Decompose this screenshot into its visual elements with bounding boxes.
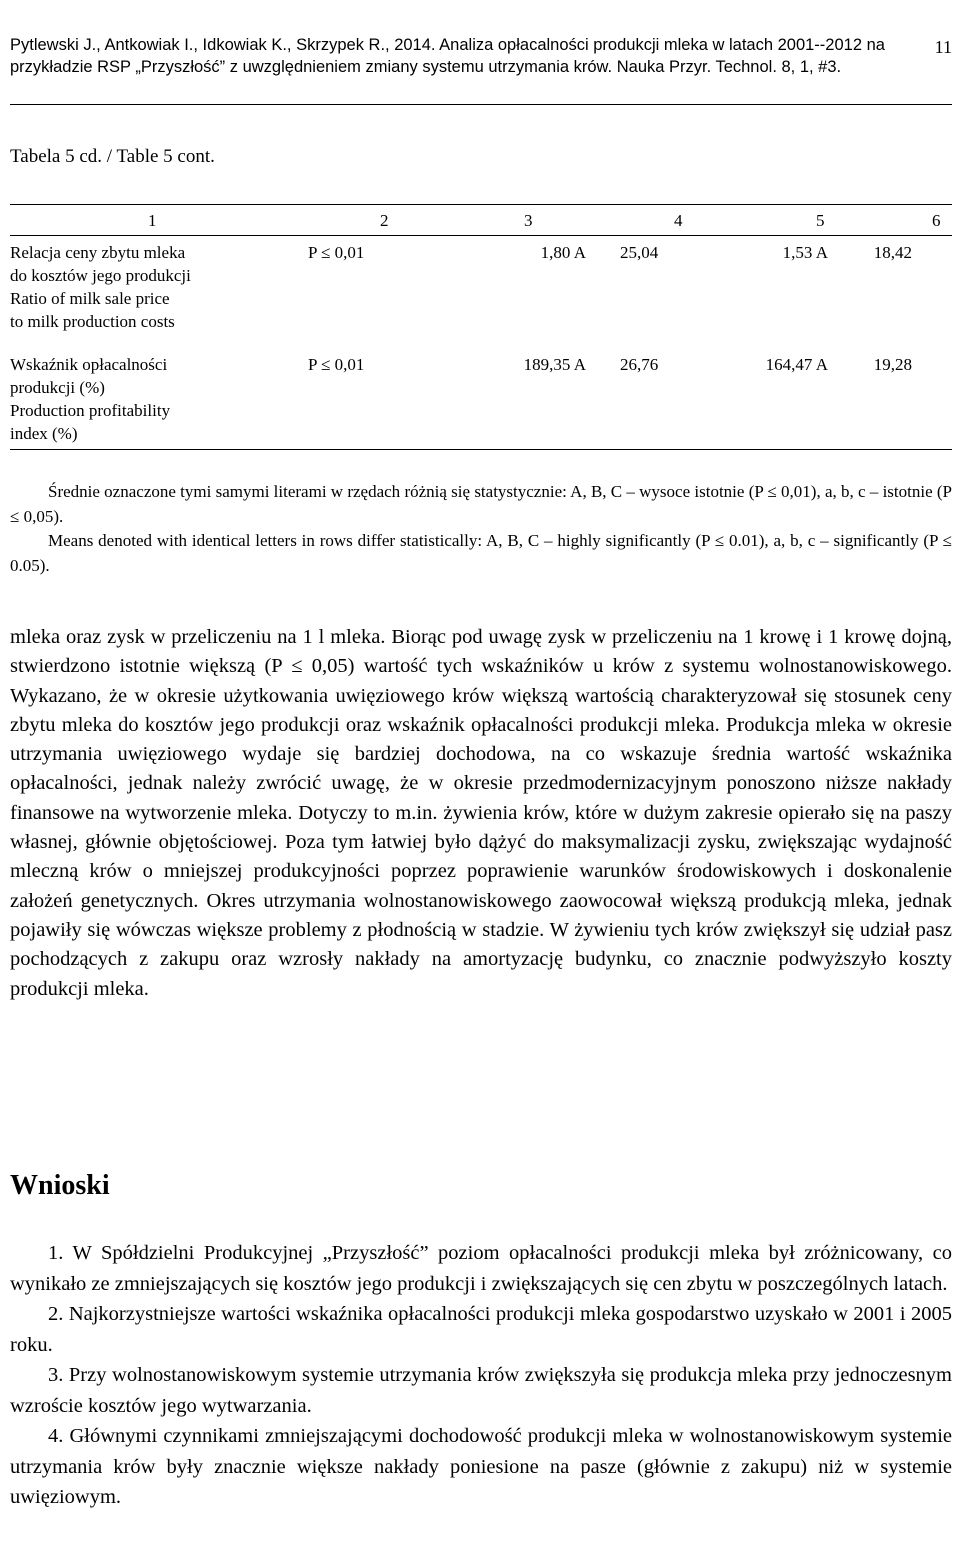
row-label-line: to milk production costs: [10, 312, 175, 331]
value-cell: 25,04: [620, 243, 659, 262]
row-label-line: Relacja ceny zbytu mleka: [10, 243, 186, 262]
footnote-english: Means denoted with identical letters in rows differ statistically: A, B, C – highly significantly (P ≤ 0.01), a, b, c – significantly (P ≤ 0.05).: [10, 531, 952, 575]
column-number: 1: [148, 211, 157, 230]
row-label-line: Production profitability: [10, 401, 171, 420]
conclusion-item: 4. Głównymi czynnikami zmniejszającymi dochodowość produkcji mleka w wolnostanowiskowym systemie utrzymania krów były znacznie większe nakłady poniesione na pasze (głównie z zakupu) niż w systemie uwięziowym.: [10, 1425, 952, 1508]
column-number: 4: [674, 211, 683, 230]
column-number: 2: [380, 211, 389, 230]
value-cell: 1,80 A: [540, 243, 586, 262]
row-label-line: index (%): [10, 424, 78, 443]
row-label: [10, 241, 250, 333]
column-number: 3: [524, 211, 533, 230]
value-cell: 1,53 A: [782, 243, 828, 262]
table-row: [10, 241, 952, 353]
header-divider: [10, 104, 952, 105]
table-bottom-rule: [10, 449, 952, 450]
value-cell: 189,35 A: [523, 355, 586, 374]
column-number: 6: [932, 211, 941, 230]
table-footnote: [10, 480, 952, 578]
page-number: 11: [934, 37, 952, 57]
significance-cell: P ≤ 0,01: [308, 355, 365, 374]
conclusion-item: 2. Najkorzystniejsze wartości wskaźnika opłacalności produkcji mleka gospodarstwo uzyskało w 2001 i 2005 roku.: [10, 1303, 952, 1356]
row-label-line: do kosztów jego produkcji: [10, 266, 191, 285]
value-cell: 19,28: [873, 355, 912, 374]
value-cell: 164,47 A: [765, 355, 828, 374]
conclusion-item: 3. Przy wolnostanowiskowym systemie utrzymania krów zwiększyła się produkcja mleka przy jednoczesnym wzroście kosztów jego wytwarzania.: [10, 1364, 952, 1417]
row-label-line: produkcji (%): [10, 378, 105, 397]
data-table: [10, 204, 952, 450]
body-text: [10, 623, 952, 1004]
value-cell: 26,76: [620, 355, 659, 374]
table-column-numbers: [10, 205, 952, 235]
table-row: [10, 353, 952, 449]
row-label-line: Ratio of milk sale price: [10, 289, 170, 308]
citation: Pytlewski J., Antkowiak I., Idkowiak K., Skrzypek R., 2014. Analiza opłacalności produkcji mleka w latach 2001--2012 na przykładzie RSP „Przyszłość” z uwzględnieniem zmiany systemu utrzymania krów. Nauka Przyr. Technol. 8, 1, #3.: [10, 36, 885, 76]
table-header-rule: [10, 235, 952, 236]
significance-cell: P ≤ 0,01: [308, 243, 365, 262]
row-label: [10, 353, 250, 445]
table-caption: Tabela 5 cd. / Table 5 cont.: [10, 146, 215, 167]
conclusion-item: 1. W Spółdzielni Produkcyjnej „Przyszłość” poziom opłacalności produkcji mleka był zróżnicowany, co wynikało ze zmniejszających się kosztów jego produkcji i zwiększających się cen zbytu w poszczególnych latach.: [10, 1242, 952, 1295]
body-paragraph: mleka oraz zysk w przeliczeniu na 1 l mleka. Biorąc pod uwagę zysk w przeliczeniu na 1 krowę i 1 krowę dojną, stwierdzono istotnie większą (P ≤ 0,05) wartość tych wskaźników u krów z systemu wolnostanowiskowego. Wykazano, że w okresie użytkowania uwięziowego krów większą wartością charakteryzował się stosunek ceny zbytu mleka do kosztów jego produkcji oraz wskaźnik opłacalności produkcji mleka. Produkcja mleka w okresie utrzymania uwięziowego wydaje się bardziej dochodowa, na co wskazuje średnia wartość wskaźnika opłacalności, jednak należy zwrócić uwagę, że w okresie przedmodernizacyjnym ponoszono niższe nakłady finansowe na wytworzenie mleka. Dotyczy to m.in. żywienia krów, które w dużym zakresie opierało się na paszy własnej, głównie objętościowej. Poza tym łatwiej było dążyć do maksymalizacji zysku, zwiększając wydajność mleczną krów o mniejszej produkcyjności poprzez poprawienie warunków środowiskowych i doskonalenie założeń genetycznych. Okres utrzymania wolnostanowiskowego zaowocował większą produkcją mleka, jednak pojawiły się wówczas większe problemy z płodnością w stadzie. W żywieniu tych krów zwiększył się udział pasz pochodzących z zakupu oraz wzrosły nakłady na amortyzację budynku, co znacznie podwyższyło koszty produkcji mleka.: [10, 626, 952, 1000]
footnote-polish: Średnie oznaczone tymi samymi literami w rzędach różnią się statystycznie: A, B, C – wysoce istotnie (P ≤ 0,01), a, b, c – istotnie (P ≤ 0,05).: [10, 482, 952, 526]
column-number: 5: [816, 211, 825, 230]
value-cell: 18,42: [873, 243, 912, 262]
running-header: [10, 34, 952, 78]
conclusions-list: [10, 1238, 952, 1513]
row-label-line: Wskaźnik opłacalności: [10, 355, 168, 374]
section-title: Wnioski: [10, 1170, 110, 1201]
